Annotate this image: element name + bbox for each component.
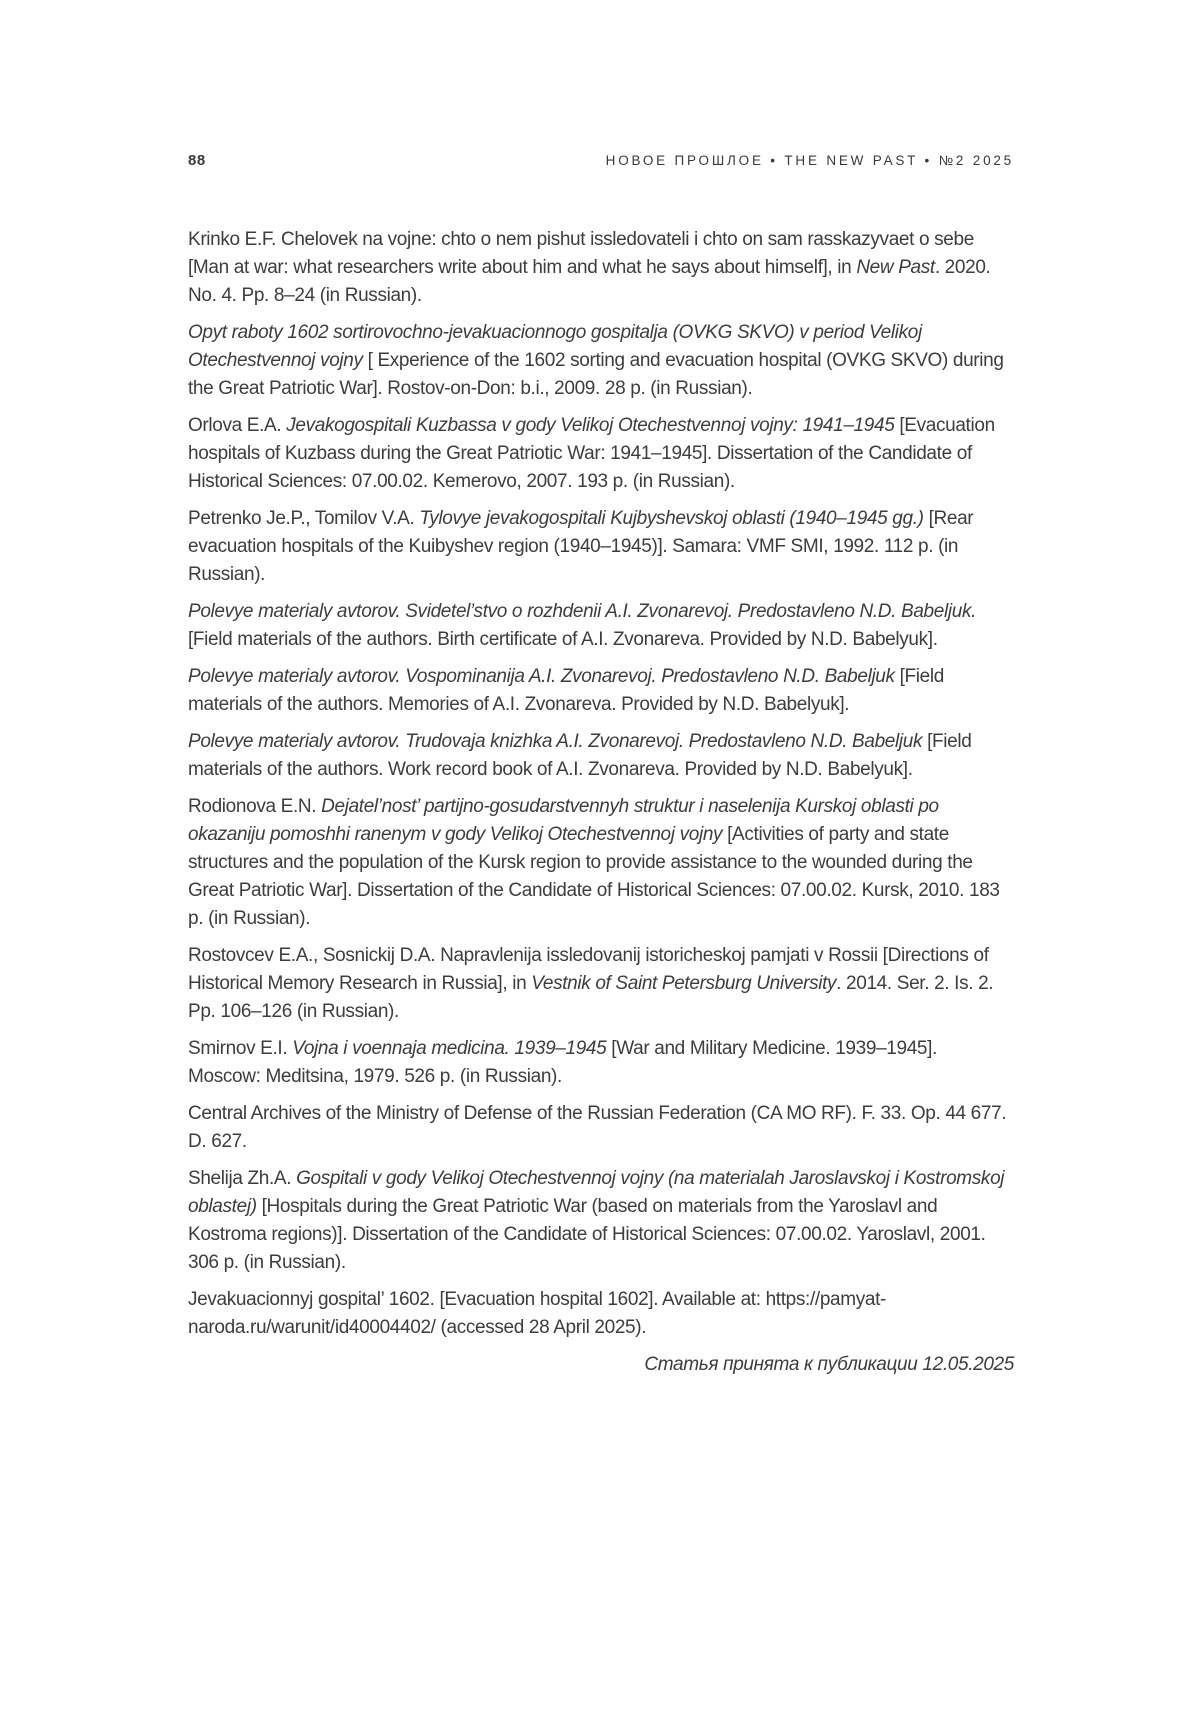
journal-running-title: НОВОЕ ПРОШЛОЕ • THE NEW PAST • №2 2025	[605, 153, 1014, 168]
reference-text-segment: Rostovcev E.A., Sosnickij D.A. Napravlenija issledovanij istoricheskoj pamjati v Rossii [Directions of Historical Memory Research in Russia], in	[188, 945, 989, 994]
reference-text-segment: (accessed 28 April 2025).	[435, 1317, 647, 1338]
reference-entry	[188, 663, 1014, 719]
reference-entry	[188, 1165, 1014, 1277]
reference-text-segment: Shelija Zh.A.	[188, 1168, 297, 1189]
reference-text-segment: [Rear evacuation hospitals of the Kuibyshev region (1940–1945)]. Samara: VMF SMI, 1992. 112 p. (in Russian).	[188, 508, 974, 585]
reference-entry	[188, 226, 1014, 310]
references-list	[188, 226, 1014, 1342]
reference-text-segment: . 2020. No. 4. Pp. 8–24 (in Russian).	[188, 257, 991, 306]
reference-text-segment: Smirnov E.I.	[188, 1038, 293, 1059]
reference-entry	[188, 1035, 1014, 1091]
reference-text-segment: [War and Military Medicine. 1939–1945]. Moscow: Meditsina, 1979. 526 p. (in Russian).	[188, 1038, 938, 1087]
reference-url: https://pamyat-naroda.ru/warunit/id40004402/	[188, 1289, 887, 1338]
reference-entry	[188, 1286, 1014, 1342]
reference-text-segment: [Activities of party and state structures and the population of the Kursk region to provide assistance to the wounded during the Great Patriotic War]. Dissertation of the Candidate of Historical Sciences: 07.00.02. Kursk, 2010. 183 p. (in Russian).	[188, 824, 1000, 929]
reference-text-segment: [Evacuation hospitals of Kuzbass during the Great Patriotic War: 1941–1945]. Dissertation of the Candidate of Historical Sciences: 07.00.02. Kemerovo, 2007. 193 p. (in Russian).	[188, 415, 995, 492]
reference-text-segment: Petrenko Je.P., Tomilov V.A.	[188, 508, 420, 529]
reference-text-segment: [Field materials of the authors. Birth certificate of A.I. Zvonareva. Provided by N.D. Babelyuk].	[188, 629, 938, 650]
reference-entry	[188, 793, 1014, 933]
page-number: 88	[188, 152, 206, 169]
reference-text-segment: [ Experience of the 1602 sorting and evacuation hospital (OVKG SKVO) during the Great Patriotic War]. Rostov-on-Don: b.i., 2009. 28 p. (in Russian).	[188, 350, 1004, 399]
reference-title-segment: Dejatel’nost’ partijno-gosudarstvennyh struktur i naselenija Kurskoj oblasti po okazaniju pomoshhi ranenym v gody Velikoj Otechestvennoj vojny	[188, 796, 939, 845]
reference-entry	[188, 412, 1014, 496]
reference-title-segment: Tylovye jevakogospitali Kujbyshevskoj oblasti (1940–1945 gg.)	[419, 508, 924, 529]
reference-text-segment: . 2014. Ser. 2. Is. 2. Pp. 106–126 (in Russian).	[188, 973, 994, 1022]
reference-text-segment: Jevakuacionnyj gospital’ 1602. [Evacuation hospital 1602]. Available at:	[188, 1289, 766, 1310]
reference-title-segment: Gospitali v gody Velikoj Otechestvennoj vojny (na materialah Jaroslavskoj i Kostromskoj oblastej)	[188, 1168, 1005, 1217]
reference-text-segment: [Hospitals during the Great Patriotic War (based on materials from the Yaroslavl and Kostroma regions)]. Dissertation of the Candidate of Historical Sciences: 07.00.02. Yaroslavl, 2001. 306 p. (in Russian).	[188, 1196, 986, 1273]
reference-text-segment: Orlova E.A.	[188, 415, 287, 436]
reference-title-segment: Vestnik of Saint Petersburg University	[531, 973, 837, 994]
reference-entry	[188, 942, 1014, 1026]
reference-entry	[188, 319, 1014, 403]
reference-title-segment: New Past	[856, 257, 935, 278]
reference-entry	[188, 1100, 1014, 1156]
reference-text-segment: Central Archives of the Ministry of Defense of the Russian Federation (CA MO RF). F. 33. Op. 44 677. D. 627.	[188, 1103, 1007, 1152]
reference-entry	[188, 598, 1014, 654]
reference-title-segment: Polevye materialy avtorov. Svidetel’stvo o rozhdenii A.I. Zvonarevoj. Predostavleno N.D. Babeljuk.	[188, 601, 977, 622]
reference-text-segment: [Field materials of the authors. Work record book of A.I. Zvonareva. Provided by N.D. Babelyuk].	[188, 731, 972, 780]
page-header	[188, 152, 1014, 169]
reference-entry	[188, 728, 1014, 784]
reference-entry	[188, 505, 1014, 589]
reference-title-segment: Opyt raboty 1602 sortirovochno-jevakuacionnogo gospitalja (OVKG SKVO) v period Velikoj Otechestvennoj vojny	[188, 322, 922, 371]
reference-text-segment: Krinko E.F. Chelovek na vojne: chto o nem pishut issledovateli i chto on sam rasskazyvaet o sebe [Man at war: what researchers write about him and what he says about himself], in	[188, 229, 974, 278]
reference-text-segment: [Field materials of the authors. Memories of A.I. Zvonareva. Provided by N.D. Babelyuk].	[188, 666, 944, 715]
reference-title-segment: Jevakogospitali Kuzbassa v gody Velikoj Otechestvennoj vojny: 1941–1945	[286, 415, 895, 436]
reference-title-segment: Vojna i voennaja medicina. 1939–1945	[292, 1038, 607, 1059]
reference-title-segment: Polevye materialy avtorov. Vospominanija A.I. Zvonarevoj. Predostavleno N.D. Babeljuk	[188, 666, 895, 687]
acceptance-note: Статья принята к публикации 12.05.2025	[644, 1354, 1014, 1375]
reference-title-segment: Polevye materialy avtorov. Trudovaja knizhka A.I. Zvonarevoj. Predostavleno N.D. Babeljuk	[188, 731, 923, 752]
page-content	[188, 152, 1014, 1379]
reference-text-segment: Rodionova E.N.	[188, 796, 322, 817]
